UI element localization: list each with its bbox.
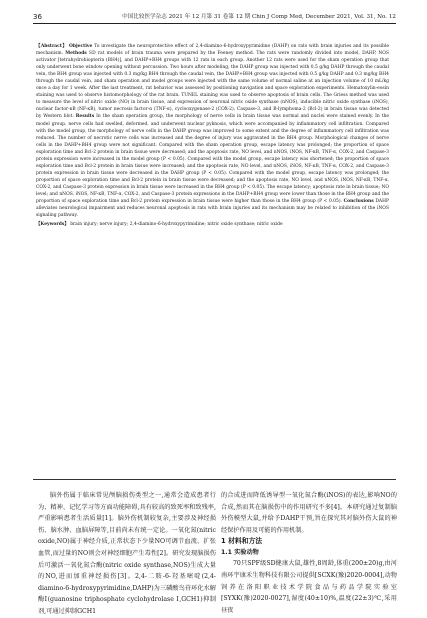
conclusions-label: Conclusions xyxy=(343,199,374,205)
animals-paragraph: 70只SPF级SD健康大鼠,雄性,8周龄,体重(200±20)g,由河南环宇康禾生物科技有限公司提供[SCXK(豫)2020-0004],动物饲养在洛阳职业技术学院食品与药品学院实验室[SYXK(豫)2020-0027],湿度(40±10)%,温度(22±3)℃,采用昼夜 xyxy=(221,560,397,614)
intro-paragraph-cont: 的合成进而降低诱导型一氧化氮合酶(iNOS)的表达,影响NO的合成,然而其在脑损伤中的作用研究不多[4]。本研究通过复制脑外伤模型大鼠,并给予DAHP干预,旨在探究其对脑外伤大鼠的神经保护作用及可能的作用机制。 xyxy=(221,492,397,534)
section-heading: 1 材料和方法 xyxy=(221,537,263,546)
results-label: Results xyxy=(75,114,95,120)
header-rule xyxy=(33,23,396,24)
page-number: 36 xyxy=(33,13,42,21)
section-divider xyxy=(33,479,396,480)
results-text: In the sham operation group, the morphology of nerve cells in brain tissue was normal and nuclei were stained evenly. In the model group, nerve cells had swelled, deformed, and underwent nuclear pyknosis, which were accompanied by inflammatory cell infiltration. Compared with the model group, the morphology of nerve cells in the DAHP group was improved to some extent and the degree of inflammatory cell infiltration was reduced. The number of necrotic nerve cells was increased and the degree of injury was aggravated in the BH4 group. Morphological changes of nerve cells in the DAHP+BH4 group were not significant. Compared with the sham operation group, escape latency was prolonged; the proportion of space exploration time and Bcl-2 protein in brain tissue were decreased; and the apoptosis rate, NO level, and nNOS, iNOS, NF-κB, TNF-α, COX-2, and Caspase-3 protein expression were increased in the model group (P < 0.05). Compared with the model group, escape latency was shortened; the proportion of space exploration time and Bcl-2 protein in brain tissue were increased; and the apoptosis rate, NO level, and nNOS, iNOS, NF-κB, TNF-α, COX-2, and Caspase-3 protein expression in brain tissue were decreased in the DAHP group (P < 0.05). Compared with the model group, escape latency was prolonged; the proportion of space exploration time and Bcl-2 protein in brain tissue were decreased; and the apoptosis rate, NO level, and nNOS, iNOS, NF-κB, TNF-α, COX-2, and Caspase-3 protein expression in brain tissue were increased in the BH4 group (P < 0.05). The escape latency; apoptosis rate in brain tissue; NO level; and nNOS, iNOS, NF-κB, TNF-α, COX-2, and Caspase-3 protein expressions in the DAHP+BH4 group were lower than those in the BH4 group and the proportion of space exploration time and Bcl-2 protein expression in brain tissue were higher than those in the BH4 group (P < 0.05). xyxy=(36,114,389,205)
english-abstract xyxy=(36,43,389,228)
objective-text: To investigate the neuroprotective effect of 2,4-diamino-6-hydroxypyrimidine (DAHP) on rats with brain injuries and its possible mechanism. xyxy=(36,44,389,57)
body-column-left xyxy=(38,490,216,618)
body-column-right xyxy=(221,490,397,616)
journal-citation: 中国比较医学杂志 2021 年 12 月第 31 卷第 12 期 Chin J Comp Med, December 2021, Vol. 31, No. 12 xyxy=(122,14,396,20)
abstract-body xyxy=(36,43,389,219)
abstract-label: 【Abstract】 xyxy=(36,44,68,49)
intro-paragraph: 脑外伤属于临床常见颅脑损伤类型之一,通常会造成患者行为、精神、记忆学习等方面功能障碍,具有较高的致死率和致残率,严重影响患者生活质量[1]。脑外伤机制较复杂,主要涉及神经损伤、脑水肿、血脑屏障等,目前尚未有统一定论。一氧化氮(nitric oxide,NO)属于神经介质,正常状态下少量NO可调节血流、扩张血管,而过量的NO则会对神经细胞产生毒性[2]。研究发现脑损伤后可激活一氧化氮合酶(nitric oxide synthase,NOS)生成大量的NO,进而加重神经损伤[3]。2,4-二胺-6-羟基嘧啶(2,4-diamino-6-hydroxypyrimidine,DAHP)为三磷酸鸟苷环化水解酶Ⅰ(guanosine triphosphate cyclohydrolase Ⅰ,GCH1)抑制剂,可通过抑制GCH1 xyxy=(38,492,216,615)
keywords-line xyxy=(36,221,389,228)
keywords-text: brain injury; nerve injury; 2,4-diamino-6-hydroxypyrimidine; nitric oxide synthase; nitric oxide xyxy=(70,221,283,227)
objective-label: Objective xyxy=(69,44,93,49)
methods-text: SD rat models of brain trauma were prepared by the Feeney method. The rats were randomly divided into model, DAHP, NOS activator [tetrahydrobiopterin (BH4)], and DAHP+BH4 groups with 12 rats in each group. Another 12 rats were used for the sham operation group that only underwent bone window opening without percussion. Two hours after modeling, the DAHP group was injected with 0.5 g/kg DAHP through the caudal vein, the BH4 group was injected with 0.3 mg/kg BH4 through the caudal vein, the DAHP+BH4 group was injected with 0.5 g/kg DAHP and 0.3 mg/kg BH4 through the caudal vein, and sham operation and model groups were injected with the same volume of normal saline at an injection volume of 10 mL/kg once a day for 1 week. After the last treatment, rat behavior was assessed by positioning navigation and space exploration experiments. Hematoxylin-eosin staining was used to observe histomorphology of the rat brain. TUNEL staining was used to observe apoptosis of brain cells. The Griess method was used to measure the level of nitric oxide (NO) in brain tissue, and expression of neuronal nitric oxide synthase (nNOS), inducible nitric oxide synthase (iNOS), nuclear factor-κB (NF-κB), tumor necrosis factor-α (TNF-α), cyclooxygenase-2 (COX-2), Caspase-3, and B-lymphoma-2 (Bcl-2) in brain tissue was detected by Western blot. xyxy=(36,51,389,120)
subsection-heading: 1.1 实验动物 xyxy=(221,549,259,557)
methods-label: Methods xyxy=(65,51,87,57)
running-header xyxy=(33,11,396,21)
keywords-label: 【Keywords】 xyxy=(36,221,69,227)
conclusions-text: DAHP alleviates neurological impairment and reduces neuronal apoptosis in rats with brain injuries and its mechanism may be related to inhibition of the iNOS signaling pathway. xyxy=(36,199,389,219)
